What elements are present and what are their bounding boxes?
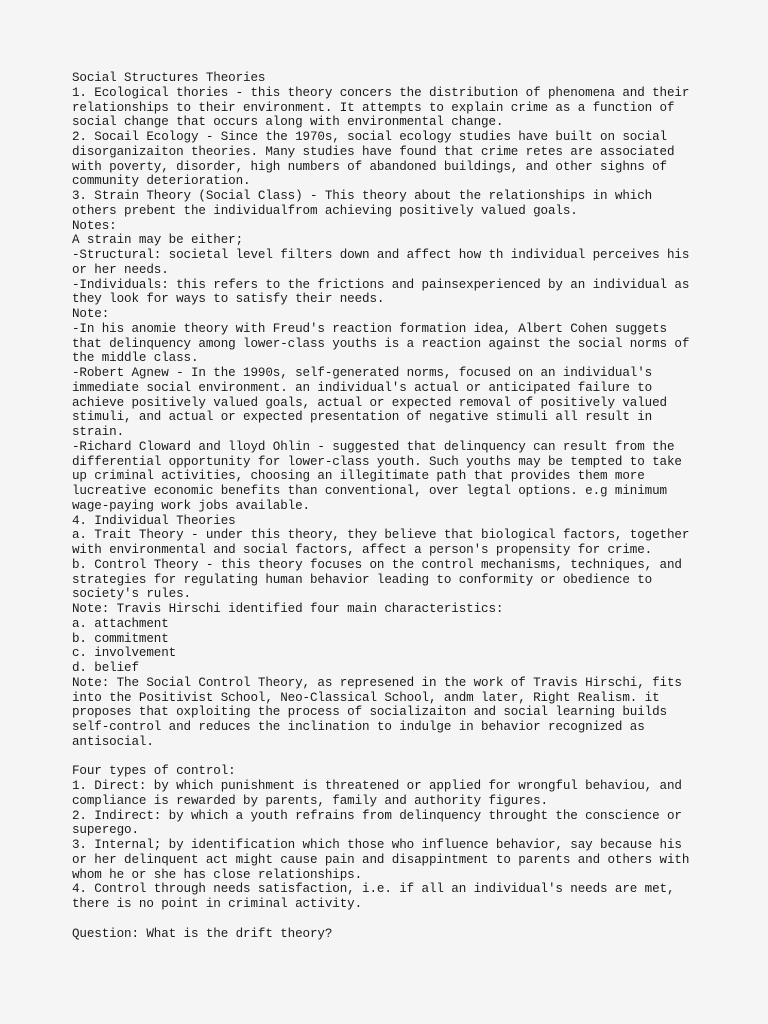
document-body	[72, 71, 712, 941]
text-line: 1. Ecological thories - this theory concers the distribution of phenomena and their	[72, 85, 690, 100]
text-line: Notes:	[72, 218, 117, 233]
text-line: the middle class.	[72, 351, 199, 366]
text-line: superego.	[72, 823, 139, 838]
text-line: with environmental and social factors, affect a person's propensity for crime.	[72, 543, 653, 557]
text-line: into the Positivist School, Neo-Classical School, andm later, Right Realism. it	[72, 690, 660, 705]
text-line: society's rules.	[72, 587, 191, 602]
text-line: 2. Indirect: by which a youth refrains from delinquency throught the conscience or	[72, 808, 682, 823]
text-line: Note: Travis Hirschi identified four main characteristics:	[72, 602, 504, 616]
text-line: b. Control Theory - this theory focuses on the control mechanisms, techniques, and	[72, 557, 682, 572]
text-line: a. Trait Theory - under this theory, they believe that biological factors, together	[72, 528, 690, 543]
text-line: community deterioration.	[72, 174, 251, 189]
text-line: -Robert Agnew - In the 1990s, self-generated norms, focused on an individual's	[72, 366, 653, 380]
text-line: 3. Internal; by identification which those who influence behavior, say because his	[72, 838, 682, 852]
text-line: a. attachment	[72, 616, 169, 631]
text-line: Note:	[72, 307, 110, 321]
text-line: antisocial.	[72, 734, 154, 749]
text-line: proposes that oxploiting the process of socializaiton and social learning builds	[72, 705, 667, 720]
text-line: wage-paying work jobs available.	[72, 498, 310, 513]
text-line: -Individuals: this refers to the frictions and painsexperienced by an individual as	[72, 277, 690, 292]
text-line: strategies for regulating human behavior leading to conformity or obedience to	[72, 572, 653, 587]
text-line: lucreative economic benefits than conventional, over legtal options. e.g minimum	[72, 484, 667, 498]
text-line: d. belief	[72, 661, 139, 675]
document-title: Social Structures Theories	[72, 71, 266, 85]
text-line: c. involvement	[72, 646, 177, 661]
text-line: Question: What is the drift theory?	[72, 926, 333, 941]
text-line: stimuli, and actual or expected presentation of negative stimuli all result in	[72, 410, 653, 425]
text-line: up criminal activities, choosing an illegitimate path that provides them more	[72, 469, 645, 484]
text-line: b. commitment	[72, 631, 169, 646]
text-line: or her needs.	[72, 262, 169, 277]
text-line: compliance is rewarded by parents, family and authority figures.	[72, 793, 548, 808]
text-line	[72, 750, 712, 765]
text-line: 1. Direct: by which punishment is threatened or applied for wrongful behaviou, and	[72, 779, 682, 793]
text-line: differential opportunity for lower-class youth. Such youths may be tempted to take	[72, 454, 682, 469]
text-line: -In his anomie theory with Freud's reaction formation idea, Albert Cohen suggets	[72, 321, 667, 336]
text-line: they look for ways to satisfy their needs.	[72, 292, 385, 307]
text-line: whom he or she has close relationships.	[72, 867, 363, 882]
text-line: 2. Socail Ecology - Since the 1970s, social ecology studies have built on social	[72, 130, 667, 144]
text-line: disorganizaiton theories. Many studies have found that crime retes are associated	[72, 144, 675, 159]
text-line: Note: The Social Control Theory, as represened in the work of Travis Hirschi, fits	[72, 675, 682, 690]
text-line: -Richard Cloward and lloyd Ohlin - suggested that delinquency can result from the	[72, 439, 675, 454]
text-line: others prebent the individualfrom achieving positively valued goals.	[72, 203, 578, 218]
text-line: immediate social environment. an individual's actual or anticipated failure to	[72, 380, 653, 395]
text-line: self-control and reduces the inclination to indulge in behavior recognized as	[72, 720, 645, 734]
text-line: with poverty, disorder, high numbers of abandoned buildings, and other sighns of	[72, 159, 667, 174]
text-line: achieve positively valued goals, actual or expected removal of positively valued	[72, 395, 667, 410]
text-line: Four types of control:	[72, 764, 236, 779]
text-line: that delinquency among lower-class youths is a reaction against the social norms of	[72, 336, 690, 351]
text-line: relationships to their environment. It attempts to explain crime as a function of	[72, 100, 675, 115]
text-line: 4. Individual Theories	[72, 513, 236, 528]
text-line: 3. Strain Theory (Social Class) - This theory about the relationships in which	[72, 189, 653, 203]
text-line: or her delinquent act might cause pain and disappintment to parents and others with	[72, 852, 690, 867]
text-line: there is no point in criminal activity.	[72, 897, 363, 911]
text-line: strain.	[72, 425, 125, 439]
text-line: social change that occurs along with environmental change.	[72, 115, 504, 130]
text-line: -Structural: societal level filters down and affect how th individual perceives his	[72, 248, 690, 262]
text-line: 4. Control through needs satisfaction, i.e. if all an individual's needs are met,	[72, 882, 675, 897]
text-line: A strain may be either;	[72, 233, 244, 248]
text-line	[72, 912, 712, 927]
